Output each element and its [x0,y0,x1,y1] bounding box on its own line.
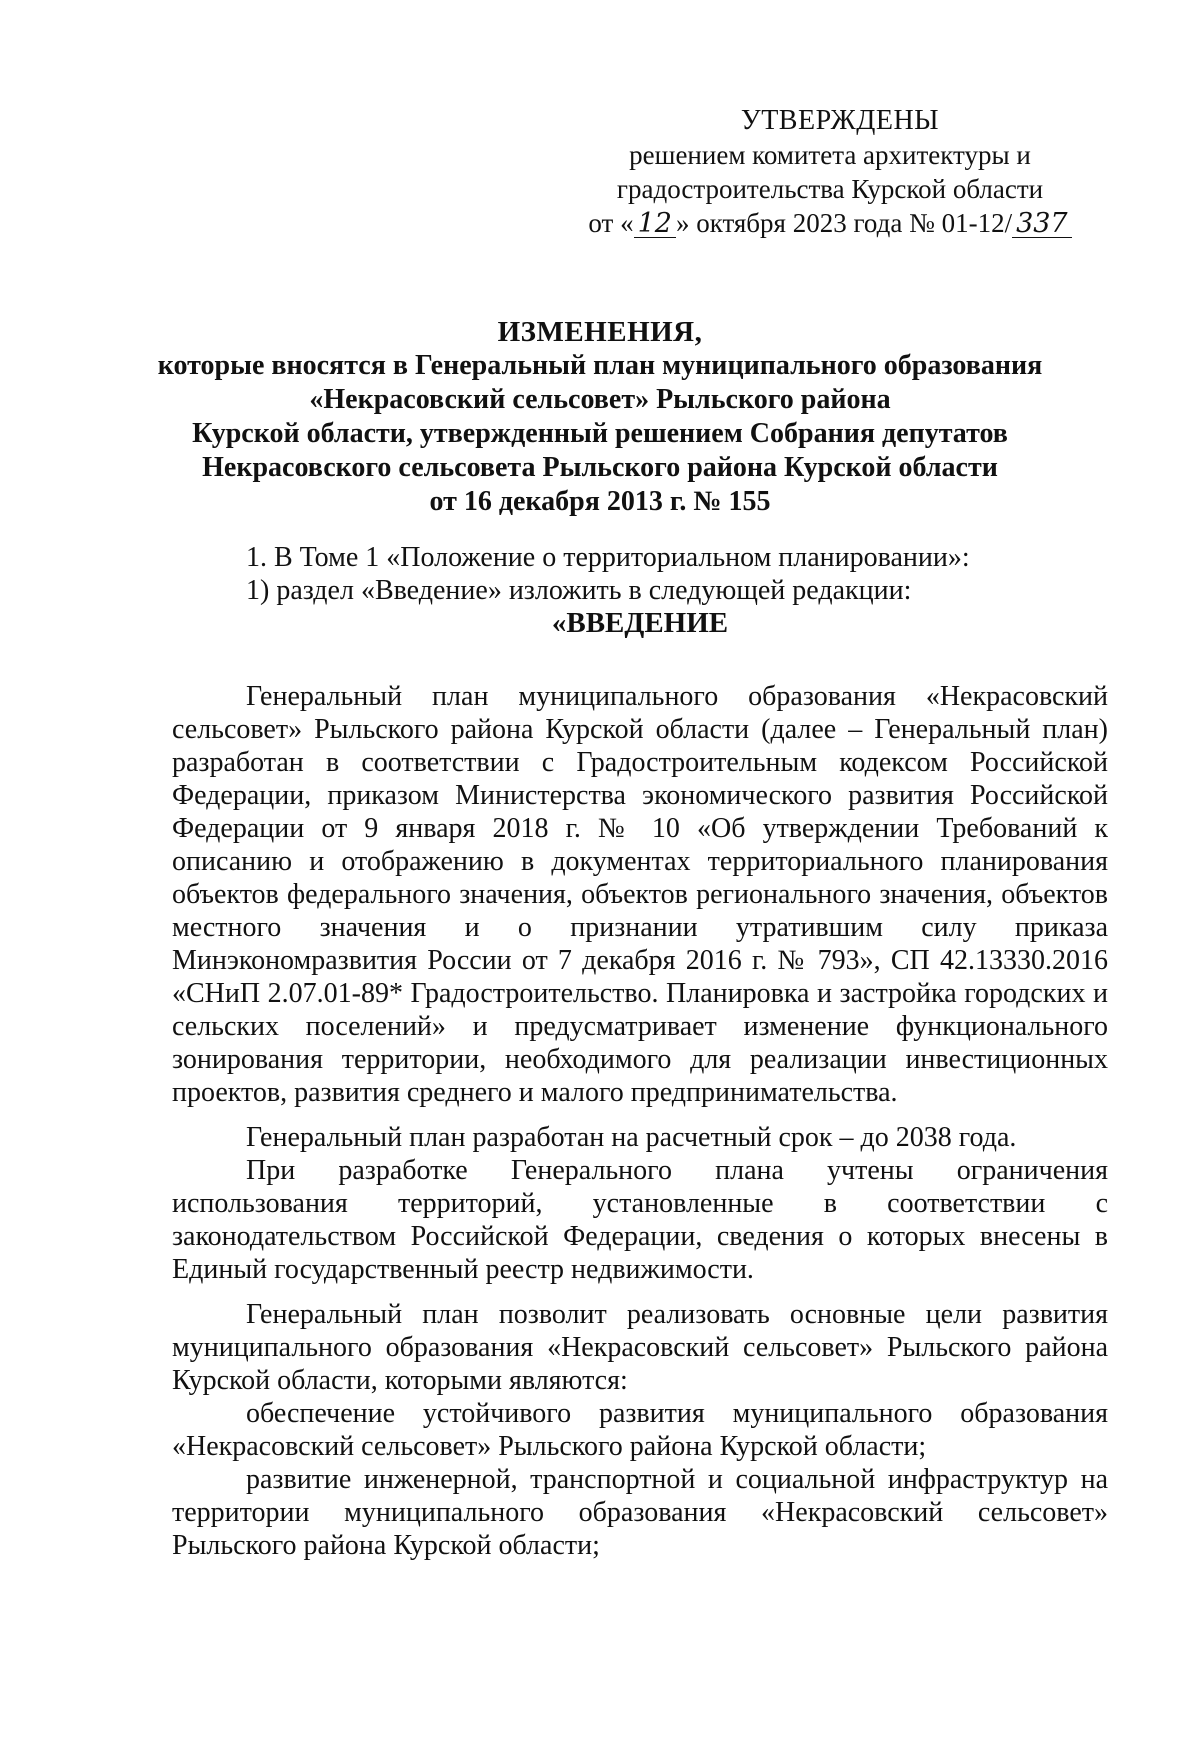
handwritten-doc-number: 337 [1012,211,1072,238]
title-line-4: Некрасовского сельсовета Рыльского района Курской области [202,452,998,483]
title-line-1: которые вносятся в Генеральный план муниципального образования [157,350,1043,381]
document-body [172,541,1108,1562]
paragraph-1: Генеральный план муниципального образования «Некрасовский сельсовет» Рыльского района Курской области (далее – Генеральный план) разработан в соответствии с Градостроительным кодексом Российской Федерации, приказом Министерства экономического развития Российской Федерации от 9 января 2018 г. № 10 «Об утверждении Требований к описанию и отображению в документах территориального планирования объектов федерального значения, объектов регионального значения, объектов местного значения и о признании утратившим силу приказа Минэкономразвития России от 7 декабря 2016 г. № 793», СП 42.13330.2016 «СНиП 2.07.01-89* Градостроительство. Планировка и застройка городских и сельских поселений» и предусматривает изменение функционального зонирования территории, необходимого для реализации инвестиционных проектов, развития среднего и малого предпринимательства. [172,681,1108,1108]
document-title [140,315,1060,519]
paragraph-5: обеспечение устойчивого развития муниципального образования «Некрасовский сельсовет» Рыльского района Курской области; [172,1398,1108,1462]
item-1-1: 1) раздел «Введение» изложить в следующей редакции: [246,575,912,606]
title-heading: ИЗМЕНЕНИЯ, [497,316,703,348]
approval-line-2: градостроительства Курской области [616,174,1044,204]
title-line-2: «Некрасовский сельсовет» Рыльского района [309,384,891,415]
paragraph-3: При разработке Генерального плана учтены ограничения использования территорий, установленные в соответствии с законодательством Российской Федерации, сведения о которых внесены в Единый государственный реестр недвижимости. [172,1155,1108,1285]
title-line-3: Курской области, утвержденный решением Собрания депутатов [192,418,1008,449]
approval-block [560,104,1100,240]
approval-date-prefix: от « [588,208,634,238]
approval-line-1: решением комитета архитектуры и [629,140,1031,170]
paragraph-4: Генеральный план позволит реализовать основные цели развития муниципального образования «Некрасовский сельсовет» Рыльского района Курской области, которыми являются: [172,1299,1108,1396]
handwritten-day: 12 [634,211,676,238]
paragraph-2: Генеральный план разработан на расчетный срок – до 2038 года. [246,1122,1017,1153]
approval-date-line [560,206,1100,240]
introduction-heading: «ВВЕДЕНИЕ [551,607,729,639]
approval-title: УТВЕРЖДЕНЫ [740,105,940,136]
paragraph-6: развитие инженерной, транспортной и социальной инфраструктур на территории муниципального образования «Некрасовский сельсовет» Рыльского района Курской области; [172,1464,1108,1561]
item-1: 1. В Томе 1 «Положение о территориальном планировании»: [246,542,970,573]
title-line-5: от 16 декабря 2013 г. № 155 [429,486,771,517]
approval-date-suffix: » октября 2023 года № 01-12/ [675,208,1013,238]
